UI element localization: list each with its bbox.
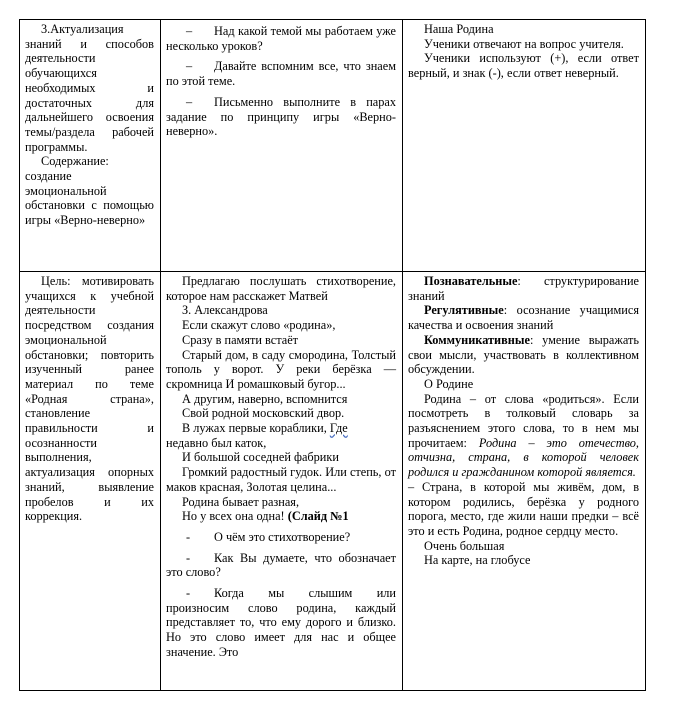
teacher-question: – Давайте вспомним все, что знаем по этой теме. bbox=[166, 59, 396, 89]
poem-line: И большой соседней фабрики bbox=[182, 450, 339, 465]
teacher-question: - Как Вы думаете, что обозначает это слово? bbox=[166, 550, 396, 580]
poem-line: Сразу в памяти встаёт bbox=[182, 332, 299, 347]
teacher-question: – Письменно выполните в парах задание по принципу игры «Верно-неверно». bbox=[166, 94, 396, 139]
uud-cell bbox=[403, 272, 646, 691]
goal-cell bbox=[20, 272, 161, 691]
answer-line: – Страна, в которой мы живём, дом, в котором родились, берёзка у родного порога, место, где жили наши предки – всё это и есть Родина, родное сердцу место. bbox=[408, 479, 639, 538]
student-cell bbox=[403, 20, 646, 272]
teacher-cell bbox=[161, 20, 403, 272]
poem-author: З. Александрова bbox=[182, 303, 268, 318]
slide-ref: (Слайд №1 bbox=[287, 509, 349, 524]
student-line: Ученики отвечают на вопрос учителя. bbox=[424, 36, 624, 51]
communicative-skills: Коммуникативные: умение выражать свои мысли, участвовать в коллективном обсуждении. bbox=[408, 332, 639, 377]
poem-line: Старый дом, в саду смородина, Толстый тополь у ворот. У реки берёзка — скромница И ромашковый бугор... bbox=[166, 347, 396, 391]
student-line: Наша Родина bbox=[424, 22, 494, 36]
regulatory-skills: Регулятивные: осознание учащимися качества и освоения знаний bbox=[408, 303, 639, 333]
table-row bbox=[20, 272, 646, 691]
poem-intro: Предлагаю послушать стихотворение, которое нам расскажет Матвей bbox=[166, 274, 396, 303]
lesson-plan-table bbox=[19, 19, 646, 691]
cognitive-skills: Познавательные: структурирование знаний bbox=[408, 274, 639, 303]
teacher-question: - Когда мы слышим или произносим слово родина, каждый представляет то, что ему дорого и близко. Но это слово имеет для нас и общее значение. Это bbox=[166, 586, 396, 659]
poem-line: Родина бывает разная, bbox=[182, 494, 300, 509]
answer-line: На карте, на глобусе bbox=[424, 553, 531, 568]
stage-cell bbox=[20, 20, 161, 272]
definition: Родина – от слова «родиться». Если посмотреть в толковый словарь за разъяснением этого слова, то в нем мы прочитаем: Родина – это отечество, отчизна, страна, в которой человек родился и гражданином которой является. bbox=[408, 391, 639, 480]
stage-content: Содержание: создание эмоциональной обстановки с помощью игры «Верно-неверно» bbox=[25, 154, 154, 228]
poem-line: А другим, наверно, вспомнится bbox=[182, 391, 348, 406]
student-line: Ученики используют (+), если ответ верный, и знак (-), если ответ неверный. bbox=[408, 51, 639, 81]
table-row bbox=[20, 20, 646, 272]
goal-text: Цель: мотивировать учащихся к учебной деятельности посредством создания эмоциональной обстановки; повторить изученный ранее материал по теме «Родная страна», становление правильности и осознанности выполнения, актуализация опорных знаний, выявление пробелов и их коррекция. bbox=[25, 274, 154, 524]
poem-cell bbox=[161, 272, 403, 691]
poem-line: Но у всех она одна! (Слайд №1 bbox=[182, 509, 349, 524]
poem-line: Если скажут слово «родина», bbox=[182, 318, 336, 333]
teacher-question: - О чём это стихотворение? bbox=[186, 529, 351, 544]
answer-line: О Родине bbox=[424, 376, 474, 391]
poem-line: В лужах первые кораблики, Где недавно был каток, bbox=[166, 421, 348, 450]
poem-line: Громкий радостный гудок. Или степь, от маков красная, Золотая целина... bbox=[166, 465, 396, 494]
stage-title: 3.Актуализация знаний и способов деятельности обучающихся необходимых и достаточных для дальнейшего освоения темы/раздела рабочей программы. bbox=[25, 22, 154, 154]
answer-line: Очень большая bbox=[424, 538, 505, 553]
teacher-question: – Над какой темой мы работаем уже несколько уроков? bbox=[166, 24, 396, 53]
poem-line: Свой родной московский двор. bbox=[182, 406, 345, 421]
